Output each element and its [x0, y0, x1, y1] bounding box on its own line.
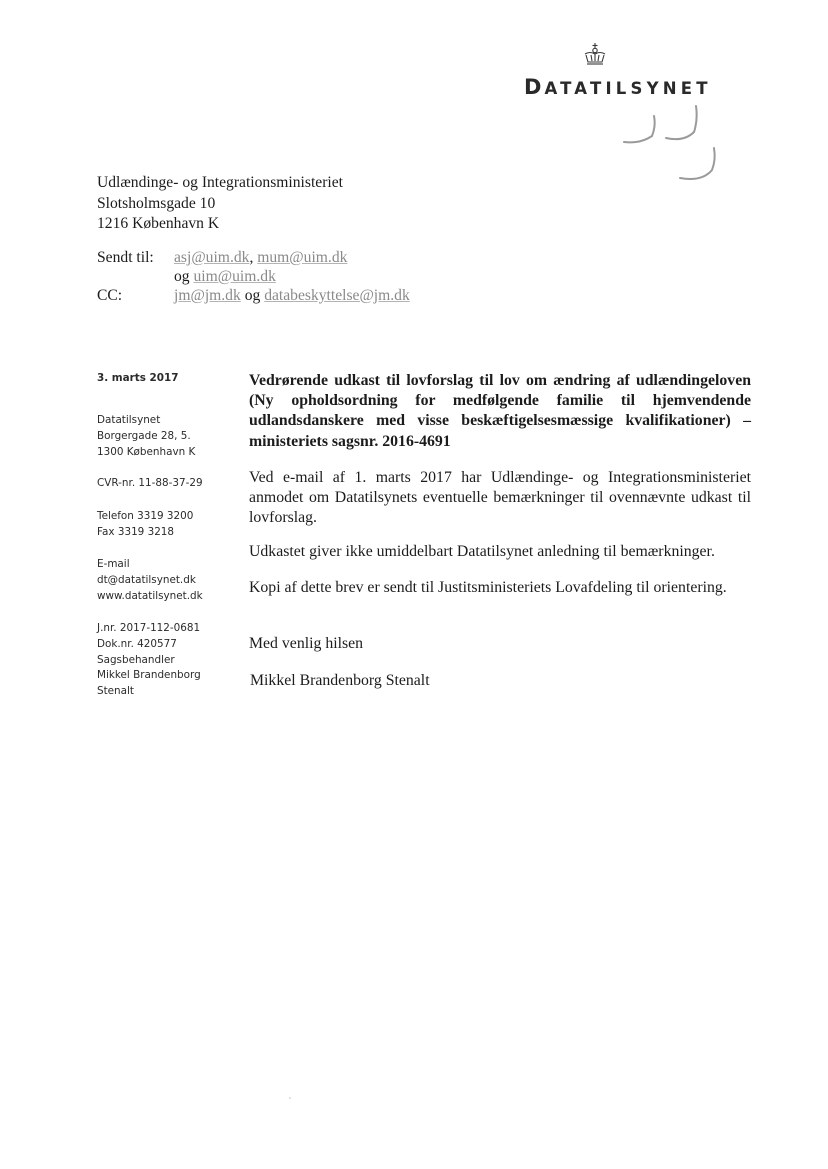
sent-to-label: Sendt til:: [97, 249, 154, 266]
scan-speck: [289, 1097, 291, 1099]
contact-block: E-mail dt@datatilsynet.dk www.datatilsynet.dk: [97, 557, 203, 604]
cc-emails: jm@jm.dk og databeskyttelse@jm.dk: [174, 287, 410, 304]
recipient-line: 1216 København K: [97, 215, 220, 232]
recipient-line: Slotsholmsgade 10: [97, 194, 216, 212]
handwritten-mark: [618, 104, 728, 186]
crown-icon: [582, 42, 608, 68]
recipient-address: [97, 173, 343, 235]
email-link[interactable]: uim@uim.dk: [193, 268, 276, 285]
sent-to-emails-line2: og uim@uim.dk: [174, 268, 276, 285]
letter-date: 3. marts 2017: [97, 372, 179, 384]
letter-closing: Med venlig hilsen: [249, 635, 364, 652]
logo-wordmark: DATATILSYNET: [524, 75, 712, 99]
sender-email[interactable]: dt@datatilsynet.dk: [97, 573, 196, 586]
letter-paragraph: Kopi af dette brev er sendt til Justitsministeriets Lovafdeling til orientering.: [249, 579, 727, 596]
letter-subject: Vedrørende udkast til lovforslag til lov om ændring af udlændingeloven (Ny opholdsordning for medfølgende familie til hjemvendende udlandsdanskere med visse beskæftigelsesmæssige kvalifikationer) – ministeriets sagsnr. 2016-4691: [249, 372, 751, 450]
letter-signature: Mikkel Brandenborg Stenalt: [250, 672, 430, 689]
email-link[interactable]: databeskyttelse@jm.dk: [264, 287, 410, 304]
email-link[interactable]: mum@uim.dk: [257, 249, 348, 266]
sender-address: Datatilsynet Borgergade 28, 5. 1300 København K: [97, 414, 196, 458]
email-link[interactable]: asj@uim.dk: [174, 249, 250, 266]
cvr-number: CVR-nr. 11-88-37-29: [97, 477, 203, 489]
letter-paragraph: Udkastet giver ikke umiddelbart Datatilsynet anledning til bemærkninger.: [249, 543, 715, 560]
letter-paragraph: Ved e-mail af 1. marts 2017 har Udlændinge- og Integrationsministeriet anmodet om Datatilsynets eventuelle bemærkninger til ovennævnte udkast til lovforslag.: [249, 469, 751, 527]
cc-label: CC:: [97, 287, 123, 304]
recipient-line: Udlændinge- og Integrationsministeriet: [97, 174, 343, 191]
phone-block: Telefon 3319 3200 Fax 3319 3218: [97, 510, 194, 538]
sender-website[interactable]: www.datatilsynet.dk: [97, 589, 203, 602]
case-info: J.nr. 2017-112-0681 Dok.nr. 420577 Sagsbehandler Mikkel Brandenborg Stenalt: [97, 622, 201, 698]
sent-to-emails: asj@uim.dk, mum@uim.dk: [174, 249, 348, 266]
email-link[interactable]: jm@jm.dk: [174, 287, 241, 304]
